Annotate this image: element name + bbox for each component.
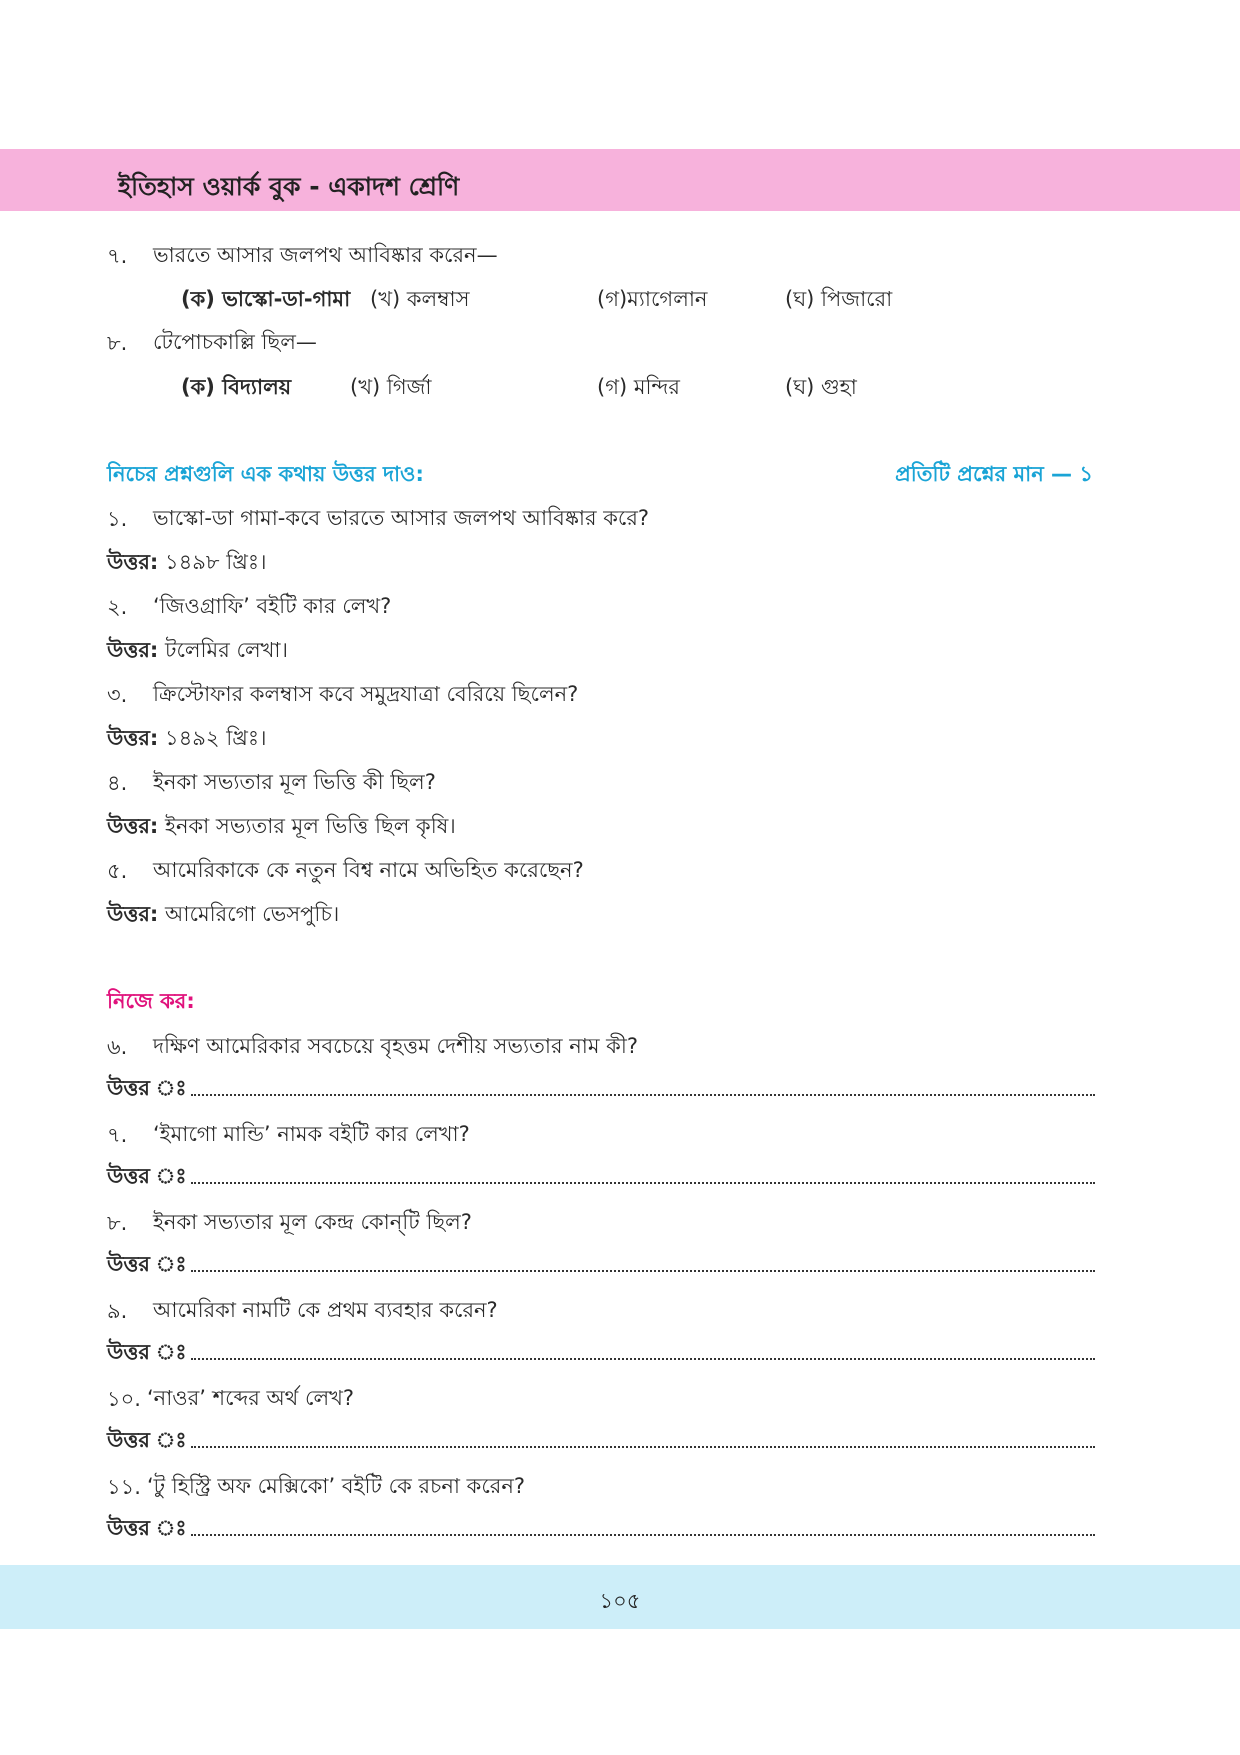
page-header-title: ইতিহাস ওয়ার্ক বুক - একাদশ শ্রেণি [118,172,460,201]
mcq-option-correct: (ক) বিদ্যালয় [181,375,292,399]
question-text: ক্রিস্টোফার কলম্বাস কবে সমুদ্রযাত্রা বেরিয়ে ছিলেন? [153,682,579,706]
footer-band [0,1565,1240,1629]
question-text: ‘ইমাগো মান্ডি’ নামক বইটি কার লেখা? [153,1122,470,1146]
question-text: ‘জিওগ্রাফি’ বইটি কার লেখ? [153,594,392,618]
question-number: ১. [107,507,128,531]
mcq-number: ৮. [107,331,128,355]
mcq-question: টেপোচকাল্লি ছিল— [153,330,317,354]
answer-label: উত্তর: [107,550,159,574]
answer-label: উত্তর ঃ [107,1340,187,1364]
question-text: ‘টু হিস্ট্রি অফ মেক্সিকো’ বইটি কে রচনা করেন? [147,1474,526,1498]
answer-blank[interactable] [107,1427,1095,1451]
answer-label: উত্তর ঃ [107,1164,187,1188]
self-practice-heading: নিজে কর: [107,989,195,1013]
header-band [0,149,1240,211]
dotted-line [191,1093,1095,1096]
answer-label: উত্তর: [107,726,159,750]
mcq-number: ৭. [107,244,128,268]
answer-label: উত্তর: [107,902,159,926]
question-text: আমেরিকা নামটি কে প্রথম ব্যবহার করেন? [153,1298,498,1322]
section-heading: নিচের প্রশ্নগুলি এক কথায় উত্তর দাও: [107,462,424,486]
question-text: দক্ষিণ আমেরিকার সবচেয়ে বৃহত্তম দেশীয় সভ্যতার নাম কী? [153,1034,639,1058]
answer-line [107,904,339,925]
answer-text: আমেরিগো ভেসপুচি। [165,902,340,926]
question-number: ৯. [107,1299,128,1323]
question-number: ২. [107,595,128,619]
question-text: ইনকা সভ্যতার মূল কেন্দ্র কোন্‌টি ছিল? [153,1210,472,1234]
mcq-option: (গ)ম্যাগেলান [597,287,708,311]
question-number: ৮. [107,1211,128,1235]
answer-blank[interactable] [107,1075,1095,1099]
answer-blank[interactable] [107,1163,1095,1187]
page-number: ১০৫ [599,1589,641,1613]
answer-label: উত্তর ঃ [107,1428,187,1452]
dotted-line [191,1533,1095,1536]
answer-text: টলেমির লেখা। [165,638,288,662]
answer-line [107,728,267,749]
mcq-option: (খ) গির্জা [350,375,432,399]
answer-line [107,640,288,661]
answer-blank[interactable] [107,1515,1095,1539]
question-text: ‘নাওর’ শব্দের অর্থ লেখ? [147,1386,355,1410]
answer-text: ১৪৯৮ খ্রিঃ। [165,550,267,574]
mcq-option-correct: (ক) ভাস্কো-ডা-গামা [181,287,351,311]
mcq-option: (ঘ) পিজারো [785,287,893,311]
marks-note: প্রতিটি প্রশ্নের মান — ১ [895,462,1093,486]
mcq-option: (খ) কলম্বাস [370,287,470,311]
question-text: ইনকা সভ্যতার মূল ভিত্তি কী ছিল? [153,770,436,794]
answer-line [107,552,267,573]
mcq-option: (গ) মন্দির [597,375,680,399]
answer-text: ইনকা সভ্যতার মূল ভিত্তি ছিল কৃষি। [165,814,456,838]
mcq-question: ভারতে আসার জলপথ আবিষ্কার করেন— [153,243,498,267]
question-number: ৬. [107,1035,128,1059]
dotted-line [191,1445,1095,1448]
answer-label: উত্তর ঃ [107,1516,187,1540]
answer-blank[interactable] [107,1251,1095,1275]
mcq-option: (ঘ) গুহা [785,375,857,399]
answer-label: উত্তর ঃ [107,1076,187,1100]
question-number: ১১. [107,1475,141,1499]
answer-line [107,816,456,837]
question-number: ৫. [107,859,128,883]
answer-label: উত্তর ঃ [107,1252,187,1276]
answer-text: ১৪৯২ খ্রিঃ। [165,726,267,750]
question-text: আমেরিকাকে কে নতুন বিশ্ব নামে অভিহিত করেছেন? [153,858,584,882]
question-number: ৩. [107,683,128,707]
question-number: ৭. [107,1123,128,1147]
dotted-line [191,1269,1095,1272]
answer-label: উত্তর: [107,814,159,838]
dotted-line [191,1357,1095,1360]
question-number: ১০. [107,1387,141,1411]
answer-blank[interactable] [107,1339,1095,1363]
answer-label: উত্তর: [107,638,159,662]
question-text: ভাস্কো-ডা গামা-কবে ভারতে আসার জলপথ আবিষ্কার করে? [153,506,650,530]
question-number: ৪. [107,771,128,795]
dotted-line [191,1181,1095,1184]
